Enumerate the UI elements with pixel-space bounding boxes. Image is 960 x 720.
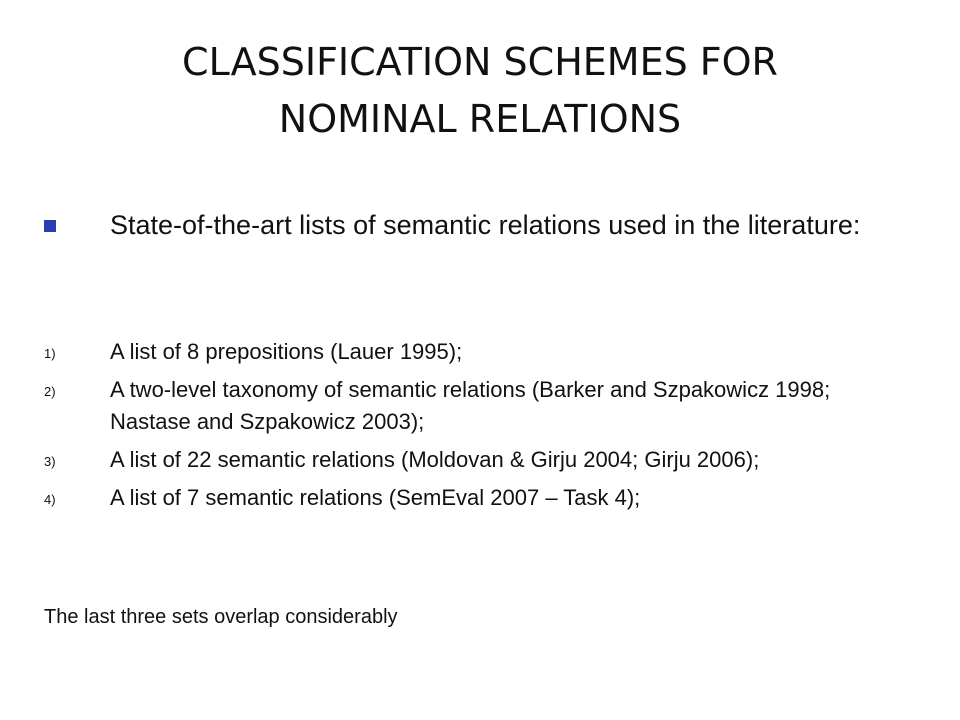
list-item [44,374,864,438]
list-item [44,482,864,514]
numbered-list [44,336,864,520]
footer-note: The last three sets overlap considerably [44,606,398,628]
list-number: 4) [44,492,56,507]
main-bullet-text: State-of-the-art lists of semantic relations used in the literature: [110,210,861,240]
list-item-text: A list of 22 semantic relations (Moldovan & Girju 2004; Girju 2006); [110,447,760,472]
list-item [44,336,864,368]
square-bullet-icon [44,220,56,232]
list-number: 2) [44,384,56,399]
list-item-text: A list of 7 semantic relations (SemEval 2007 – Task 4); [110,485,641,510]
list-number: 3) [44,454,56,469]
slide-title-line-1: CLASSIFICATION SCHEMES FOR [182,40,778,84]
list-item-text: A two-level taxonomy of semantic relations (Barker and Szpakowicz 1998; Nastase and Szpakowicz 2003); [110,377,831,434]
slide-title [0,34,960,148]
list-item [44,444,864,476]
list-number: 1) [44,346,56,361]
list-item-text: A list of 8 prepositions (Lauer 1995); [110,339,463,364]
slide-title-line-2: NOMINAL RELATIONS [278,97,682,141]
